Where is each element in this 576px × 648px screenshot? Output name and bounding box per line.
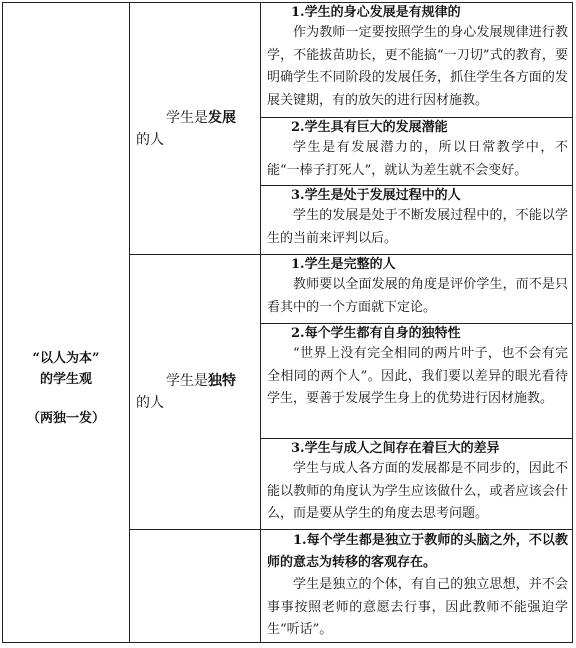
student-view-table: [2, 2, 573, 643]
item-heading: 1.学生是完整的人: [291, 257, 396, 272]
group-label-uniqueness: [130, 255, 261, 530]
item-heading: 3.学生是处于发展过程中的人: [291, 188, 461, 203]
item-body: 学生与成人各方面的发展都是不同步的，因此不能以教师的角度认为学生应该做什么，或者应该会什么，而是要从学生的角度去思考问题。: [267, 461, 568, 521]
item-heading: 2.每个学生都有自身的独特性: [291, 326, 461, 341]
item-body: 学生是独立的个体，有自己的独立思想，并不会事事按照老师的意愿去行事，因此教师不能强迫学生“听话”。: [267, 577, 568, 637]
item-cell: [261, 530, 573, 643]
category-title: “以人为本” 的学生观: [32, 351, 100, 387]
item-cell: [261, 186, 573, 255]
item-cell: [261, 118, 573, 186]
category-subtitle: （两独一发）: [26, 411, 105, 426]
item-body: 学生的发展是处于不断发展过程中的，不能以学生的当前来评判以后。: [267, 208, 568, 246]
group-label-prefix: 学生是: [166, 109, 208, 126]
group-label-prefix: 学生是: [166, 373, 208, 389]
item-body: 作为教师一定要按照学生的身心发展规律进行教学，不能拔苗助长，更不能搞“一刀切”式的教育，要明确学生不同阶段的发展任务，抓住学生各方面的发展关键期，有的放矢的进行因材施教。: [267, 25, 568, 108]
item-heading: 2.学生具有巨大的发展潜能: [291, 120, 448, 135]
item-cell: [261, 255, 573, 324]
group-label-development: [130, 3, 261, 255]
item-cell: [261, 3, 573, 118]
item-cell: [261, 439, 573, 530]
item-body: “世界上没有完全相同的两片叶子，也不会有完全相同的两个人”。因此，我们要以差异的眼光看待学生，要善于发展学生身上的优势进行因材施教。: [267, 346, 568, 406]
item-heading: 3.学生与成人之间存在着巨大的差异: [291, 441, 500, 456]
item-cell: [261, 324, 573, 439]
item-heading: 1.学生的身心发展是有规律的: [291, 5, 461, 20]
group-label-keyword: 发展: [208, 109, 236, 126]
group-label-independence: [130, 530, 261, 643]
item-body: 教师要以全面发展的角度是评价学生，而不是只看其中的一个方面就下定论。: [267, 277, 568, 315]
group-label-keyword: 独特: [208, 373, 236, 389]
group-label-suffix: 的人: [136, 395, 164, 411]
group-label-suffix: 的人: [136, 131, 164, 148]
left-category-cell: [3, 3, 130, 643]
item-heading: 1.每个学生都是独立于教师的头脑之外，不以教师的意志为转移的客观存在。: [267, 533, 568, 570]
item-body: 学生是有发展潜力的，所以日常教学中，不能“一棒子打死人”，就认为差生就不会变好。: [267, 140, 568, 178]
